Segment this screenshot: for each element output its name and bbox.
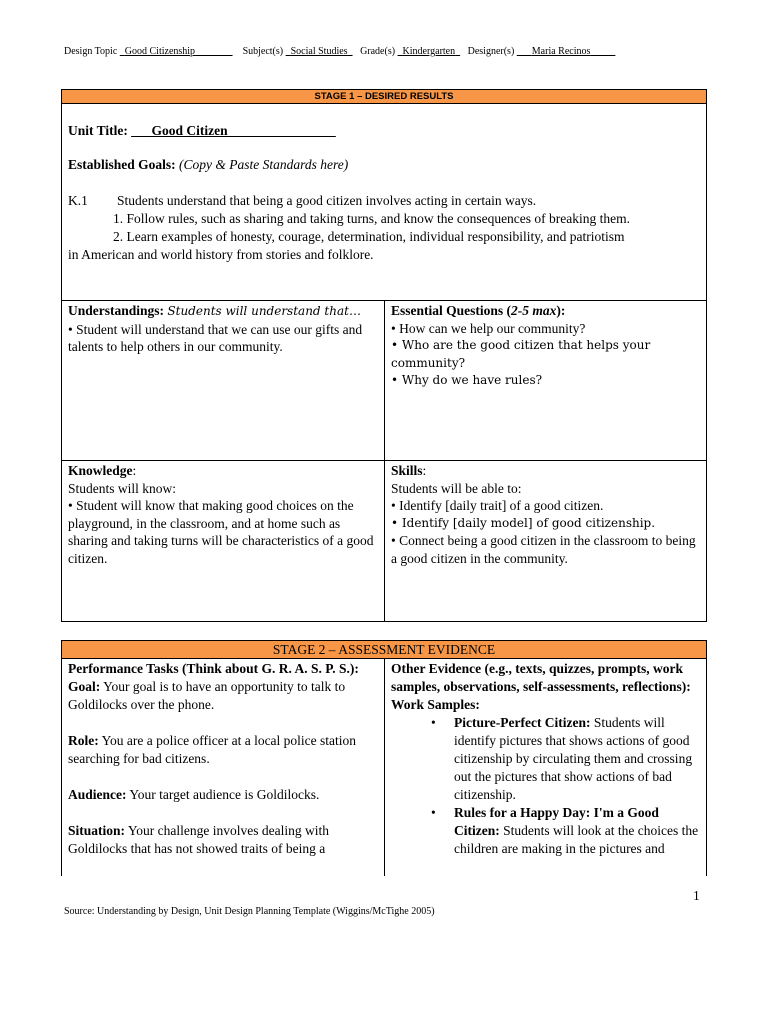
eq-item-2: • Who are the good citizen that helps your community?	[391, 338, 651, 370]
standard-item-2: 2. Learn examples of honesty, courage, determination, individual responsibility, and patriotism	[113, 229, 625, 244]
stage2-table	[61, 640, 707, 876]
design-topic-label: Design Topic	[64, 46, 118, 57]
standard-k1: K.1 Students understand that being a good citizen involves acting in certain ways.	[68, 193, 537, 208]
stage2-title: STAGE 2 – ASSESSMENT EVIDENCE	[62, 641, 706, 659]
role-text: Role: You are a police officer at a local police station searching for bad citizens.	[68, 733, 357, 766]
stage1-title: STAGE 1 – DESIRED RESULTS	[62, 90, 706, 104]
design-topic-value: Good Citizenship	[124, 46, 196, 57]
audience-text: Audience: Your target audience is Goldilocks.	[68, 787, 320, 802]
understandings-row	[62, 301, 706, 461]
knowledge-cell: Knowledge: Students will know: • Student will know that making good choices on the playground, in the classroom, and at home such as sharing and taking turns will be characteristics of a good citizen.	[62, 461, 385, 621]
subjects-value: Social Studies	[290, 46, 348, 57]
knowledge-item: • Student will know that making good choices on the playground, in the classroom, and at home such as sharing and taking turns will be characteristics of a good citizen.	[68, 498, 374, 566]
source-citation: Source: Understanding by Design, Unit Design Planning Template (Wiggins/McTighe 2005)	[64, 906, 435, 917]
standard-item-2-cont: in American and world history from stories and folklore.	[68, 247, 374, 262]
stage1-table	[61, 89, 707, 622]
skill-item-2: • Identify [daily model] of good citizenship.	[391, 515, 656, 530]
subjects-label: Subject(s)	[242, 46, 284, 57]
skill-item-1: • Identify [daily trait] of a good citizen.	[391, 498, 604, 513]
goals-section	[62, 104, 706, 301]
standard-item-1: 1. Follow rules, such as sharing and taking turns, and know the consequences of breaking them.	[113, 211, 631, 226]
skills-cell: Skills: Students will be able to: • Identify [daily trait] of a good citizen. • Identify [daily model] of good citizenship. • Connect being a good citizen in the classroom to being a good citizen in the community.	[385, 461, 706, 621]
page-number: 1	[693, 888, 700, 903]
designers-value: Maria Recinos	[531, 46, 591, 57]
designers-label: Designer(s)	[467, 46, 515, 57]
other-evidence-cell	[385, 659, 706, 876]
eq-item-3: • Why do we have rules?	[391, 373, 543, 387]
grades-value: Kindergarten	[402, 46, 456, 57]
document-header	[64, 46, 724, 57]
unit-title: Unit Title: ___Good Citizen________________	[68, 123, 336, 138]
grades-label: Grade(s)	[360, 46, 396, 57]
performance-tasks-cell	[62, 659, 385, 876]
work-sample-item: • Rules for a Happy Day: I'm a Good Citizen: Students will look at the choices the children are making in the pictures and	[431, 805, 699, 856]
knowledge-row	[62, 461, 706, 621]
established-goals: Established Goals: (Copy & Paste Standards here)	[68, 157, 349, 172]
skill-item-3: • Connect being a good citizen in the classroom to being a good citizen in the community.	[391, 533, 696, 566]
performance-tasks-label: Performance Tasks (Think about G. R. A. S. P. S.):	[68, 661, 359, 676]
other-evidence-label: Other Evidence (e.g., texts, quizzes, prompts, work samples, observations, self-assessments, reflections):	[391, 661, 691, 694]
understandings-cell: Understandings: Students will understand that… • Student will understand that we can use our gifts and talents to help others in our community.	[62, 301, 385, 460]
situation-text: Situation: Your challenge involves dealing with Goldilocks that has not showed traits of being a	[68, 823, 329, 856]
essential-questions-cell: Essential Questions (2-5 max): • How can we help our community? • Who are the good citizen that helps your community? • Why do we have rules?	[385, 301, 706, 460]
goal-text: Goal: Your goal is to have an opportunity to talk to Goldilocks over the phone.	[68, 679, 346, 712]
understanding-item: • Student will understand that we can use our gifts and talents to help others in our community.	[68, 321, 363, 354]
eq-item-1: • How can we help our community?	[391, 320, 586, 336]
work-sample-item: • Picture-Perfect Citizen: Students will identify pictures that shows actions of good citizenship by circulating them and crossing out the pictures that show actions of bad citizenship.	[431, 715, 693, 802]
work-samples-label: Work Samples:	[391, 697, 480, 712]
